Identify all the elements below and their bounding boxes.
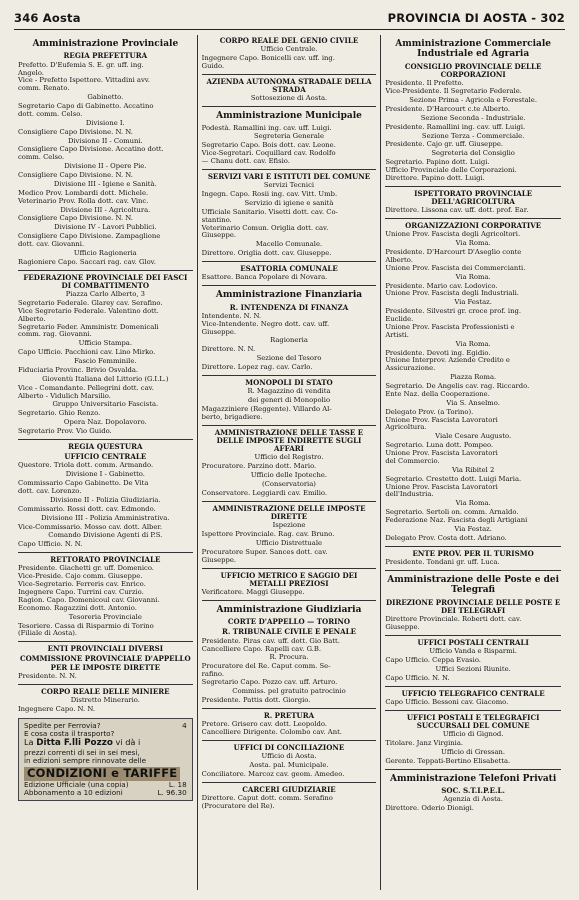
- text-line: Giuseppe.: [201, 327, 237, 336]
- text-line: Vice-Presidente. Il Segretario Federale.: [385, 87, 522, 96]
- text-line: Fiduciaria Provinc. Brivio Osvalda.: [18, 365, 139, 374]
- section-subtitle: REGIA PREFETTURA: [63, 51, 148, 61]
- text-line: Questore. Triola dott. comm. Armando.: [18, 461, 154, 470]
- centered-line: Ufficio di Gignod.: [442, 730, 504, 739]
- centered-line: Via Roma.: [455, 339, 491, 348]
- text-line: Consigliere Capo Divisione. N. N.: [18, 214, 133, 223]
- text-line: Intendente. N. N.: [201, 311, 262, 320]
- section-title: Amministrazione Giudiziaria: [216, 604, 362, 615]
- text-line: comm. rag. Giovanni.: [18, 330, 92, 339]
- centered-line: R. Procura.: [269, 653, 309, 662]
- text-line: Angelo.: [18, 68, 44, 77]
- text-line: Federazione Naz. Fascista degli Artigiani: [385, 516, 528, 525]
- centered-line: Commiss. pel gratuito patrocinio: [232, 686, 346, 695]
- text-line: Direttore. Oderio Dionigi.: [385, 804, 474, 813]
- section-subtitle: AMMINISTRAZIONE DELLE TASSE E DELLE IMPOSTE INDIRETTE SUGLI AFFARI: [214, 427, 364, 454]
- section-rule: [202, 169, 377, 170]
- text-line: Assicurazione.: [385, 364, 436, 373]
- centered-line: Ufficio delle Ipoteche.: [250, 471, 328, 480]
- centered-line: Divisione I.: [85, 118, 125, 127]
- ad-line: prezzi correnti di sei in sei mesi,: [24, 747, 140, 757]
- text-line: Direttore. N. N.: [201, 345, 256, 354]
- section-subtitle: CORTE D'APPELLO — TORINO: [227, 617, 351, 627]
- ad-text: La: [24, 737, 34, 748]
- advertisement-box: [18, 718, 193, 802]
- centered-line: Sezione Prima - Agricola e Forestale.: [409, 96, 537, 105]
- columns: [14, 35, 565, 890]
- centered-line: R. Magazzino di vendita: [247, 387, 331, 396]
- text-line: Presidente. Pattis dott. Giorgio.: [201, 695, 311, 704]
- section-rule: [385, 570, 561, 571]
- text-line: Ragioniere Capo. Saccari rag. cav. Glov.: [18, 257, 156, 266]
- centered-line: Ufficio Vanda e Risparmi.: [429, 647, 517, 656]
- text-line: berto, brigadiere.: [201, 412, 263, 421]
- text-line: Alberto.: [18, 314, 46, 323]
- text-line: Segretario Capo di Gabinetto. Accatino: [18, 102, 154, 111]
- text-line: Procuratore Super. Sances dott. cav.: [201, 547, 328, 556]
- text-line: Pretore. Grisero cav. dott. Leopoldo.: [201, 719, 327, 728]
- text-line: Segretario Federale. Glarey cav. Serafino.: [18, 298, 163, 307]
- text-line: Presidente. Giachetti gr. uff. Domenico.: [18, 564, 154, 573]
- section-subtitle: UFFICI POSTALI CENTRALI: [417, 637, 529, 647]
- text-line: Presidente. Tondani gr. uff. Luca.: [385, 557, 500, 566]
- centered-line: Macello Comunale.: [255, 240, 323, 249]
- text-line: Ufficiale Sanitario. Visetti dott. cav. Co-: [201, 207, 338, 216]
- text-line: Direttore. Caput dott. comm. Serafino: [201, 793, 333, 802]
- section-rule: [202, 782, 377, 783]
- section-rule: [202, 740, 377, 741]
- text-line: Direttore Provinciale. Roberti dott. cav.: [385, 615, 522, 624]
- text-line: Commissario Capo Gabinetto. De Vita: [18, 479, 149, 488]
- section-subtitle: AMMINISTRAZIONE DELLE IMPOSTE DIRETTE: [212, 503, 366, 521]
- text-line: Ingegnere Capo. N. N.: [18, 704, 96, 713]
- ad-headline: CONDIZIONI e TARIFFE: [24, 767, 180, 780]
- section-subtitle: UFFICI POSTALI E TELEGRAFICI SUCCURSALI DEL COMUNE: [406, 712, 540, 730]
- text-line: Presidente. Cajo gr. uff. Giuseppe.: [385, 140, 504, 149]
- centered-line: Via Festaz.: [454, 298, 492, 307]
- text-line: Segretario. De Angelis cav. rag. Riccardo.: [385, 382, 530, 391]
- section-rule: [18, 439, 193, 440]
- text-line: dell'Industria.: [385, 490, 434, 499]
- text-line: Segretario. Ghio Renzo.: [18, 409, 101, 418]
- centered-line: Via S. Anselmo.: [446, 398, 500, 407]
- centered-line: dei generi di Monopolio: [247, 396, 331, 405]
- text-line: Segretario Capo. Pozzo cav. uff. Arturo.: [201, 678, 338, 687]
- text-line: Segretario. Crestetto dott. Luigi Maria.: [385, 474, 522, 483]
- section-rule: [202, 425, 377, 426]
- centered-line: Ufficio Centrale.: [260, 45, 318, 54]
- text-line: Presidente. Devoti ing. Egidio.: [385, 348, 491, 357]
- centered-line: Comando Divisione Agenti di P.S.: [48, 531, 163, 540]
- section-rule: [202, 261, 377, 262]
- text-line: Direttore. Origlia dott. cav. Giuseppe.: [201, 249, 332, 258]
- text-line: Direttore. Papino dott. Luigi.: [385, 173, 485, 182]
- text-line: Gerente. Teppati-Bertino Elisabetta.: [385, 756, 511, 765]
- section-subtitle: R. PRETURA: [263, 710, 315, 720]
- ad-text: Spedite per Ferrovia?: [24, 720, 101, 730]
- text-line: Artisti.: [385, 330, 409, 339]
- centered-line: Opera Naz. Dopolavoro.: [63, 418, 147, 427]
- section-title: Amministrazione Municipale: [216, 111, 362, 122]
- centered-line: Agenzia di Aosta.: [443, 795, 504, 804]
- section-rule: [202, 285, 377, 286]
- text-line: Cancelliere Capo. Rapelli cav. G.B.: [201, 644, 322, 653]
- text-line: Ispettore Provinciale. Rag. cav. Bruno.: [201, 530, 335, 538]
- text-line: Conservatore. Leggiardi cav. Emilio.: [201, 488, 328, 497]
- text-line: stantino.: [201, 215, 232, 224]
- text-line: Economo. Ragazzini dott. Antonio.: [18, 603, 137, 612]
- text-line: Unione Prov. Fascista dei Commercianti.: [385, 263, 526, 272]
- text-line: Capo Ufficio. N. N.: [18, 540, 83, 549]
- ad-company: Ditta F.lli Pozzo: [36, 738, 113, 749]
- text-line: Capo Ufficio. N. N.: [385, 673, 450, 682]
- text-line: Presidente. Mario cav. Lodovico.: [385, 281, 498, 290]
- text-line: Capo Ufficio. Pacchioni cav. Lino Mirko.: [18, 348, 156, 357]
- section-title: Amministrazione Telefoni Privati: [390, 773, 557, 784]
- text-line: Capo Ufficio. Ceppa Evasio.: [385, 655, 481, 664]
- section-title: Amministrazione Commerciale Industriale ed Agraria: [395, 39, 551, 60]
- text-line: Presidente. D'Harcourt D'Aseglio conte: [385, 248, 522, 257]
- text-line: Podestà. Ramallini ing. cav. uff. Luigi.: [201, 123, 332, 132]
- text-line: Delegato Prov. (a Torino).: [385, 407, 474, 416]
- text-line: Capo Ufficio. Bessoni cav. Giacomo.: [385, 697, 509, 706]
- text-line: Alberto.: [385, 255, 413, 264]
- section-rule: [202, 501, 377, 502]
- centered-line: Divisione III - Igiene e Sanità.: [53, 179, 157, 188]
- ad-line: E cosa costa il trasporto?: [24, 729, 115, 739]
- section-rule: [385, 686, 561, 687]
- section-rule: [202, 375, 377, 376]
- text-line: Guido.: [201, 61, 225, 70]
- section-subtitle: RETTORATO PROVINCIALE: [50, 555, 161, 565]
- text-line: Ingegn. Capo. Rosii ing. cav. Vitt. Umb.: [201, 190, 338, 199]
- text-line: Ingegnere Capo. Turrini cav. Curzio.: [18, 588, 144, 596]
- section-title: Amministrazione Finanziaria: [215, 290, 363, 301]
- ad-line: in edizioni sempre rinnovate delle: [24, 755, 147, 765]
- text-line: comm. Renato.: [18, 84, 70, 93]
- section-rule: [202, 106, 377, 107]
- centered-line: Servizi Tecnici: [263, 181, 315, 190]
- text-line: comm. Celso.: [18, 153, 65, 162]
- section-subtitle: ENTE PROV. PER IL TURISMO: [412, 548, 534, 558]
- section-subtitle: COMMISSIONE PROVINCIALE D'APPELLO PER LE IMPOSTE DIRETTE: [19, 654, 191, 672]
- text-line: Presidente. D'Harcourt c.te Alberto.: [385, 104, 511, 113]
- centered-line: Ufficio di Aosta.: [261, 751, 317, 760]
- text-line: Presidente. N. N.: [18, 671, 77, 680]
- centered-line: Ufficio Distrettuale: [255, 538, 323, 547]
- section-title: Amministrazione delle Poste e dei Telegrafi: [387, 574, 560, 596]
- ad-price-row: [24, 789, 187, 797]
- centered-line: Via Ribitel 2: [451, 465, 495, 474]
- section-rule: [385, 218, 561, 219]
- text-line: Vice - Comandante. Pellegrini dott. cav.: [18, 383, 154, 392]
- section-rule: [202, 74, 377, 75]
- text-line: Agricoltura.: [385, 423, 427, 432]
- text-line: Consigliere Capo Divisione. Zampaglione: [18, 232, 161, 241]
- section-subtitle: SERVIZI VARI E ISTITUTI DEL COMUNE: [207, 171, 371, 181]
- text-line: Unione Prov. Fascista Lavoratori: [385, 415, 498, 424]
- text-line: Cancelliere Dirigente. Colombo cav. Ant.: [201, 727, 342, 736]
- text-line: Vice-Preside. Cajo comm. Giuseppe.: [18, 572, 143, 581]
- section-subtitle: R. INTENDENZA DI FINANZA: [229, 302, 349, 312]
- section-subtitle: DIREZIONE PROVINCIALE DELLE POSTE E DEI TELEGRAFI: [385, 597, 561, 615]
- section-subtitle: CORPO REALE DEL GENIO CIVILE: [219, 36, 359, 45]
- text-line: Vice - Prefetto Ispettore. Vittadini avv.: [18, 76, 151, 85]
- text-line: Veterinario Prov. Rolla dott. cav. Vinc.: [18, 196, 149, 205]
- centered-line: Sezione del Tesoro: [256, 354, 322, 363]
- text-line: Prefetto. D'Eufemia S. E. gr. uff. ing.: [18, 60, 144, 69]
- text-line: Tesoriere. Cassa di Risparmio di Torino: [18, 621, 154, 630]
- text-line: Conciliatore. Marcoz cav. geom. Amedeo.: [201, 769, 345, 778]
- centered-line: Uffici Sezioni Riunite.: [435, 664, 511, 673]
- text-line: del Commercio.: [385, 456, 440, 465]
- section-rule: [18, 641, 193, 642]
- section-subtitle: ISPETTORATO PROVINCIALE DELL'AGRICOLTURA: [414, 188, 533, 207]
- centered-line: Divisione I - Gabinetto.: [65, 470, 145, 479]
- section-subtitle: FEDERAZIONE PROVINCIALE DEI FASCI DI COMBATTIMENTO: [23, 272, 188, 290]
- text-line: Direttore. Lissona cav. uff. dott. prof. Ear.: [385, 206, 529, 215]
- text-line: dott. comm. Celso.: [18, 109, 83, 118]
- centered-line: Fascio Femminile.: [74, 357, 137, 366]
- section-rule: [18, 684, 193, 685]
- centered-line: Ispezione: [272, 521, 306, 530]
- page-header: [14, 7, 565, 30]
- centered-line: Ufficio di Gressan.: [441, 747, 506, 756]
- centered-line: Divisione III - Polizia Amministrativa.: [41, 513, 170, 522]
- text-line: (Procuratore del Re).: [201, 801, 275, 810]
- text-line: Unione Prov. Fascista Professionisti e: [385, 322, 515, 331]
- section-subtitle: UFFICIO CENTRALE: [64, 452, 147, 462]
- text-line: Vice-Intendente. Negro dott. cav. uff.: [201, 319, 330, 328]
- section-rule: [385, 186, 561, 187]
- province-title: PROVINCIA DI AOSTA - 302: [387, 11, 565, 25]
- centered-line: Servizio di igiene e sanità: [244, 198, 334, 207]
- centered-line: Divisione II - Opere Pie.: [64, 162, 147, 171]
- text-line: Presidente. Il Prefetto.: [385, 79, 464, 88]
- text-line: Esattore. Banca Popolare di Novara.: [201, 273, 328, 282]
- centered-line: Tesoreria Provinciale: [68, 612, 142, 621]
- text-line: Giuseppe.: [201, 231, 237, 240]
- ad-text: vi dà i: [115, 737, 141, 748]
- text-line: Vice-Commissario. Mosso cav. dott. Alber.: [18, 522, 163, 531]
- section-subtitle: UFFICIO TELEGRAFICO CENTRALE: [401, 688, 545, 698]
- text-line: (Filiale di Aosta).: [18, 629, 78, 638]
- text-line: Segretario. Sertoli on. comm. Arnaldo.: [385, 508, 519, 517]
- section-subtitle: CONSIGLIO PROVINCIALE DELLE CORPORAZIONI: [404, 61, 542, 80]
- text-line: — Chanu dott. cav. Efisio.: [201, 157, 290, 166]
- section-rule: [202, 568, 377, 569]
- centered-line: Sottosezione di Aosta.: [250, 94, 328, 103]
- text-line: Ingegnere Capo. Bonicelli cav. uff. ing.: [201, 54, 335, 63]
- centered-line: Divisione IV - Lavori Pubblici.: [54, 223, 157, 232]
- text-line: Unione Prov. Fascista Lavoratori: [385, 449, 498, 458]
- section-rule: [385, 635, 561, 636]
- centered-line: Aosta. pal. Municipale.: [249, 760, 329, 769]
- text-line: Consigliere Capo Divisione. N. N.: [18, 127, 133, 136]
- section-rule: [385, 546, 561, 547]
- section-subtitle: ENTI PROVINCIALI DIVERSI: [47, 644, 164, 654]
- section-rule: [385, 710, 561, 711]
- text-line: Giuseppe.: [201, 555, 237, 564]
- text-line: Vice-Segretari. Coquillard cav. Rodolfo: [201, 149, 336, 158]
- centered-line: Gabinetto.: [87, 93, 124, 102]
- section-rule: [202, 708, 377, 709]
- text-line: dott. cav. Giovanni.: [18, 240, 85, 249]
- centered-line: Gioventù Italiana del Littorio (G.I.L.): [42, 374, 169, 383]
- text-line: Presidente. Silvestri gr. croce prof. ing.: [385, 307, 521, 316]
- section-rule: [385, 769, 561, 770]
- text-line: Segretario Prov. Vio Guido.: [18, 427, 112, 436]
- centered-line: Sezione Seconda - Industriale.: [420, 113, 526, 122]
- text-line: Magazziniere (Reggente). Villardo Al-: [201, 404, 332, 413]
- text-line: dott. cav. Lorenzo.: [18, 487, 82, 496]
- ad-number: 4: [182, 720, 187, 730]
- centered-line: Ufficio del Registro.: [254, 453, 324, 462]
- centered-line: Sezione Terza - Commerciale.: [421, 131, 525, 140]
- section-subtitle: R. TRIBUNALE CIVILE E PENALE: [221, 627, 356, 637]
- text-line: Vice-Segretario. Ferreris cav. Enrico.: [18, 580, 146, 589]
- text-line: Veterinario Comun. Origlia dott. cav.: [201, 223, 329, 232]
- text-line: Presidente. Ramallini ing. cav. uff. Luigi.: [385, 122, 526, 131]
- centered-line: Ufficio Stampa.: [78, 339, 133, 348]
- text-line: Unione Prov. Fascista Lavoratori: [385, 482, 498, 491]
- centered-line: Ragioneria: [270, 336, 308, 345]
- text-line: Segretario. Luna dott. Pompeo.: [385, 441, 494, 450]
- text-line: rafino.: [201, 670, 225, 679]
- column-1: [14, 35, 198, 890]
- text-line: Ufficio Provinciale delle Corporazioni.: [385, 166, 517, 175]
- text-line: Segretario Capo. Bois dott. cav. Leone.: [201, 141, 336, 150]
- ad-price-label: Edizione Ufficiale (una copia): [24, 779, 129, 789]
- centered-line: Piazza Roma.: [450, 373, 497, 382]
- centered-line: Divisione II - Comuni.: [67, 136, 143, 145]
- text-line: Vice Segretario Federale. Valentino dott.: [18, 306, 159, 315]
- section-subtitle: UFFICIO METRICO E SAGGIO DEI METALLI PREZIOSI: [220, 570, 358, 588]
- centered-line: Segreteria Generale: [253, 132, 324, 141]
- text-line: Delegato Prov. Costa dott. Adriano.: [385, 533, 507, 542]
- section-subtitle: MONOPOLI DI STATO: [245, 377, 333, 387]
- centered-line: Via Roma.: [455, 272, 491, 281]
- centered-line: Divisione II - Polizia Giudiziaria.: [50, 495, 161, 504]
- text-line: Ragion. Capo. Domenicoul cav. Giovanni.: [18, 595, 160, 604]
- column-3: [381, 35, 565, 890]
- centered-line: (Conservatoria): [262, 479, 316, 488]
- text-line: Consigliere Capo Divisione. Accatino dott.: [18, 145, 164, 154]
- section-rule: [18, 270, 193, 271]
- text-line: Procuratore. Parzino dott. Mario.: [201, 462, 317, 471]
- text-line: Segretario Feder. Amministr. Domenicali: [18, 322, 159, 331]
- ad-price: L. 96.30: [157, 788, 187, 797]
- text-line: Consigliere Capo Divisione. N. N.: [18, 171, 133, 180]
- centered-line: Via Roma.: [455, 239, 491, 248]
- text-line: Titolare. Janz Virginia.: [385, 739, 464, 747]
- section-subtitle: SOC. S.T.I.P.E.L.: [441, 786, 505, 796]
- text-line: Procuratore del Re. Caput comm. Se-: [201, 662, 331, 671]
- text-line: Presidente. Piras cav. uff. dott. Gio Batt.: [201, 636, 340, 645]
- section-subtitle: AZIENDA AUTONOMA STRADALE DELLA STRADA: [206, 76, 372, 95]
- section-rule: [18, 552, 193, 553]
- text-line: Unione Prov. Fascista degli Industriali.: [385, 289, 519, 298]
- section-title: Amministrazione Provinciale: [32, 39, 179, 49]
- centered-line: Ufficio Ragioneria: [73, 248, 137, 257]
- section-rule: [202, 600, 377, 601]
- page-number-city: 346 Aosta: [14, 11, 81, 25]
- centered-line: Gruppo Universitario Fascista.: [52, 400, 159, 409]
- section-subtitle: CARCERI GIUDIZIARIE: [242, 784, 336, 794]
- text-line: Unione Prov. Fascista degli Agricoltori.: [385, 230, 521, 239]
- centered-line: Divisione III - Agricoltura.: [60, 205, 151, 214]
- section-subtitle: ESATTORIA COMUNALE: [240, 264, 338, 274]
- text-line: Alberto - Vidulich Marsilio.: [18, 391, 111, 400]
- text-line: Direttore. Lopez rag. cav. Carlo.: [201, 363, 313, 372]
- section-subtitle: REGIA QUESTURA: [68, 441, 143, 451]
- centered-line: Distretto Minerario.: [70, 696, 140, 704]
- text-line: Commissario. Rossi dott. cav. Edmondo.: [18, 504, 156, 513]
- centered-line: Piazza Carlo Alberto, 3: [65, 290, 145, 299]
- centered-line: Via Festaz.: [454, 524, 492, 533]
- ad-price-label: Abbonamento a 10 edizioni: [24, 788, 123, 797]
- centered-line: Segreteria del Consiglio: [431, 149, 515, 158]
- text-line: Medico Prov. Lombardi dott. Michele.: [18, 188, 149, 197]
- section-subtitle: UFFICI DI CONCILIAZIONE: [233, 742, 345, 752]
- text-line: Ente Naz. della Cooperazione.: [385, 389, 490, 398]
- centered-line: Via Roma.: [455, 499, 491, 508]
- ad-price: L. 18: [168, 779, 187, 789]
- centered-line: Viale Cesare Augusto.: [435, 432, 512, 441]
- text-line: Verificatore. Maggi Giuseppe.: [201, 587, 305, 596]
- text-line: Segretario. Papino dott. Luigi.: [385, 158, 490, 167]
- text-line: Giuseppe.: [385, 623, 420, 631]
- column-2: [198, 35, 382, 890]
- section-subtitle: CORPO REALE DELLE MINIERE: [41, 686, 170, 696]
- text-line: Euclide.: [385, 315, 414, 324]
- section-subtitle: ORGANIZZAZIONI CORPORATIVE: [405, 221, 542, 231]
- text-line: Unione Interprov. Aziende Credito e: [385, 356, 510, 365]
